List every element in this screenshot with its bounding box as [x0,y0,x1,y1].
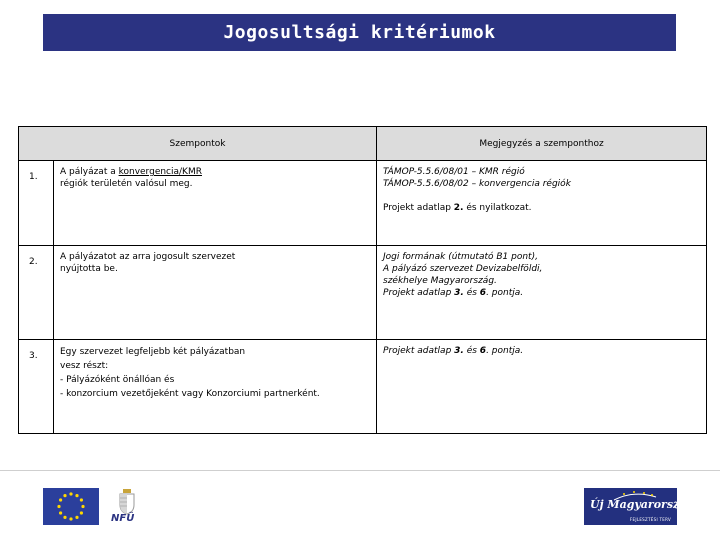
note-line [383,287,700,299]
note-text: Projekt adatlap [383,203,454,213]
criterion-line: nyújtotta be. [60,264,118,274]
note-cell [377,161,707,246]
note-bold: 6 [479,346,487,356]
criterion-line: Egy szervezet legfeljebb két pályázatban [60,347,246,357]
table-row [19,246,707,340]
note-text: Projekt adatlap [383,288,455,298]
criterion-cell [54,161,377,246]
note-text: . pontja. [486,346,524,356]
note-text: és [463,288,480,298]
nfu-logo-text: NFÜ [111,513,135,524]
page-title: Jogosultsági kritériumok [43,14,676,51]
row-number: 2. [19,246,54,340]
note-bold: 6 [479,288,487,298]
table-header-row [19,127,707,161]
note-text: és nyilatkozat. [463,203,532,213]
note-cell [377,246,707,340]
eligibility-table [18,126,707,434]
note-text: és [463,346,480,356]
footer-divider [0,470,720,471]
criterion-cell [54,246,377,340]
table-row [19,161,707,246]
note-bold: 3. [454,288,464,298]
uj-magyarorszag-logo [584,488,695,525]
note-bold: 3. [454,346,464,356]
eu-stars-icon [43,488,99,525]
note-bold: 2. [453,203,464,213]
um-logo-text: Új Magyarország [590,498,695,511]
criterion-text: régiók területén valósul meg. [60,179,193,189]
criterion-underlined: konvergencia/KMR [118,167,202,177]
row-number: 3. [19,340,54,434]
note-line [383,202,700,214]
table-row [19,340,707,434]
criterion-text: A pályázat a [60,167,119,177]
note-line: székhelye Magyarország. [383,276,497,286]
header-criteria: Szempontok [19,127,377,161]
criterion-line: vesz részt: [60,361,109,371]
um-logo-subtext: FEJLESZTÉSI TERV [629,517,671,522]
criterion-line: - Pályázóként önállóan és [60,375,175,385]
note-line: A pályázó szervezet Devizabelföldi, [383,264,543,274]
criterion-line: - konzorcium vezetőjeként vagy Konzorciumi partnerként. [60,389,320,399]
note-line: TÁMOP-5.5.6/08/02 – konvergencia régiók [383,179,571,189]
note-line: Jogi formának (útmutató B1 pont), [383,252,538,262]
eu-flag-logo [43,488,99,525]
note-text: Projekt adatlap [383,346,455,356]
note-line: TÁMOP-5.5.6/08/01 – KMR régió [383,167,525,177]
row-number: 1. [19,161,54,246]
note-text: . pontja. [486,288,524,298]
criterion-line: A pályázatot az arra jogosult szervezet [60,252,236,262]
criterion-cell [54,340,377,434]
header-notes: Megjegyzés a szemponthoz [377,127,707,161]
note-cell [377,340,707,434]
